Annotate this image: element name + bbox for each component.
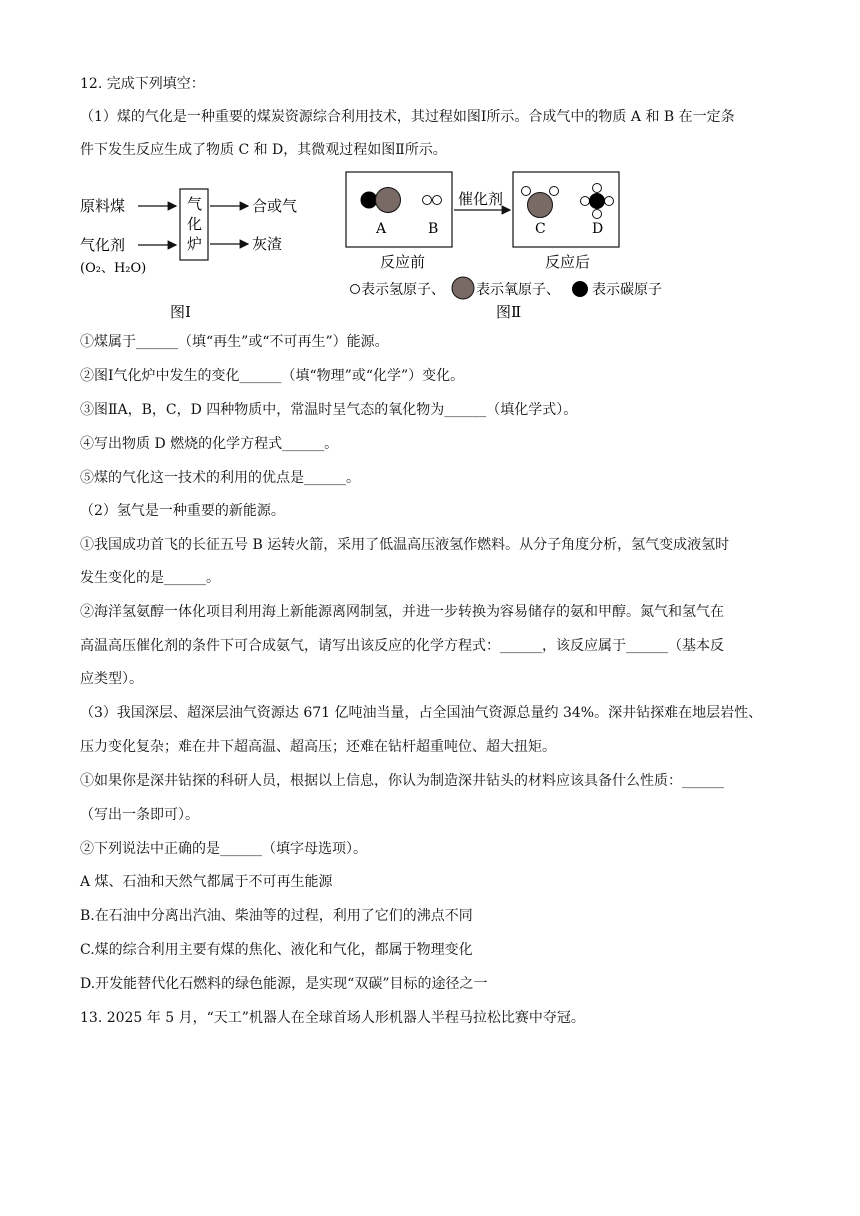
fig1-caption: 图Ⅰ — [170, 303, 191, 321]
fig2-legend-o: 表示氧原子、 — [476, 282, 560, 298]
q12-part2-sub2-line1: ②海洋氢氨醇一体化项目利用海上新能源离网制氢，并进一步转换为容易储存的氨和甲醇。氮气和氢气在 — [80, 604, 724, 620]
fig2-before-label: 反应前 — [380, 253, 426, 271]
q12-p1-line1: （1）煤的气化是一种重要的煤炭资源综合利用技术，其过程如图Ⅰ所示。合成气中的物质 A 和 B 在一定条 — [80, 109, 735, 125]
hydrogen-atom-icon — [593, 210, 602, 219]
fig1-output-gas: 合或气 — [252, 197, 298, 215]
fig1-input-coal: 原料煤 — [80, 197, 126, 215]
q12-sub3: ③图ⅡA，B，C，D 四种物质中，常温时呈气态的氧化物为______（填化学式）。 — [80, 402, 578, 418]
q12-sub1: ①煤属于______（填“再生”或“不可再生”）能源。 — [80, 334, 389, 350]
option-d: D.开发能替代化石燃料的绿色能源，是实现“双碳”目标的途径之一 — [80, 976, 488, 992]
fig1-furnace-char3: 炉 — [187, 235, 203, 253]
fig2-label-b: B — [428, 221, 439, 237]
q12-p1-line2: 件下发生反应生成了物质 C 和 D，其微观过程如图Ⅱ所示。 — [80, 142, 447, 158]
q12-part3-line1: （3）我国深层、超深层油气资源达 671 亿吨油当量，占全国油气资源总量约 34%。深井钻探难在地层岩性、 — [80, 705, 763, 721]
fig1-input-agent: 气化剂 — [80, 236, 126, 254]
oxygen-legend-icon — [452, 277, 474, 299]
q12-part2-sub2-line3: 应类型）。 — [80, 671, 143, 687]
q12-part2-sub1-line1: ①我国成功首飞的长征五号 B 运转火箭，采用了低温高压液氢作燃料。从分子角度分析，氢气变成液氢时 — [80, 537, 730, 553]
hydrogen-atom-icon — [581, 197, 590, 206]
hydrogen-atom-icon — [605, 197, 614, 206]
fig2-after-label: 反应后 — [545, 253, 591, 271]
q12-part2: （2）氢气是一种重要的新能源。 — [80, 503, 285, 519]
fig2-catalyst: 催化剂 — [458, 190, 504, 208]
option-b: B.在石油中分离出汽油、柴油等的过程，利用了它们的沸点不同 — [80, 908, 473, 924]
q12-part2-sub2-line2: 高温高压催化剂的条件下可合成氨气，请写出该反应的化学方程式：______，该反应属于______（基本反 — [80, 638, 724, 654]
q12-part3-sub1-line2: （写出一条即可）。 — [80, 807, 199, 823]
fig2-legend-c: 表示碳原子 — [592, 282, 662, 298]
carbon-atom-icon — [590, 194, 605, 209]
q12-sub4: ④写出物质 D 燃烧的化学方程式______。 — [80, 436, 339, 452]
oxygen-atom-icon — [528, 193, 553, 218]
fig2-legend-h: 表示氢原子、 — [361, 282, 445, 298]
carbon-legend-icon — [572, 281, 588, 297]
fig2-label-c: C — [535, 221, 546, 237]
q12-part3-line2: 压力变化复杂；难在井下超高温、超高压；还难在钻杆超重吨位、超大扭矩。 — [80, 739, 556, 755]
hydrogen-atom-icon — [423, 196, 432, 205]
oxygen-atom-icon — [376, 188, 401, 213]
q12-heading: 12. 完成下列填空： — [80, 76, 205, 92]
option-c: C.煤的综合利用主要有煤的焦化、液化和气化，都属于物理变化 — [80, 942, 473, 958]
fig2-label-a: A — [376, 221, 387, 237]
hydrogen-atom-icon — [522, 187, 531, 196]
hydrogen-atom-icon — [550, 187, 559, 196]
q13-heading: 13. 2025 年 5 月，“天工”机器人在全球首场人形机器人半程马拉松比赛中夺冠。 — [80, 1010, 585, 1026]
fig1-furnace-char2: 化 — [187, 215, 203, 233]
fig1-furnace-char1: 气 — [187, 195, 203, 213]
q12-sub5: ⑤煤的气化这一技术的利用的优点是______。 — [80, 470, 360, 486]
figure-1-coal-gasification — [80, 180, 320, 325]
fig2-caption: 图Ⅱ — [496, 303, 522, 321]
hydrogen-legend-icon — [351, 285, 360, 294]
q12-part3-sub2: ②下列说法中正确的是______（填字母选项）。 — [80, 841, 367, 857]
carbon-atom-icon — [361, 192, 377, 208]
fig1-output-ash: 灰渣 — [252, 235, 283, 253]
fig2-label-d: D — [592, 221, 604, 237]
option-a: A 煤、石油和天然气都属于不可再生能源 — [80, 874, 333, 890]
q12-part2-sub1-line2: 发生变化的是______。 — [80, 570, 220, 586]
q12-sub2: ②图Ⅰ气化炉中发生的变化______（填“物理”或“化学”）变化。 — [80, 368, 465, 384]
figure-2-micro-reaction — [340, 168, 700, 328]
fig1-input-agent-formula: (O₂、H₂O) — [80, 261, 147, 276]
hydrogen-atom-icon — [433, 196, 442, 205]
q12-part3-sub1-line1: ①如果你是深井钻探的科研人员，根据以上信息，你认为制造深井钻头的材料应该具备什么性质：______ — [80, 773, 724, 789]
hydrogen-atom-icon — [593, 184, 602, 193]
